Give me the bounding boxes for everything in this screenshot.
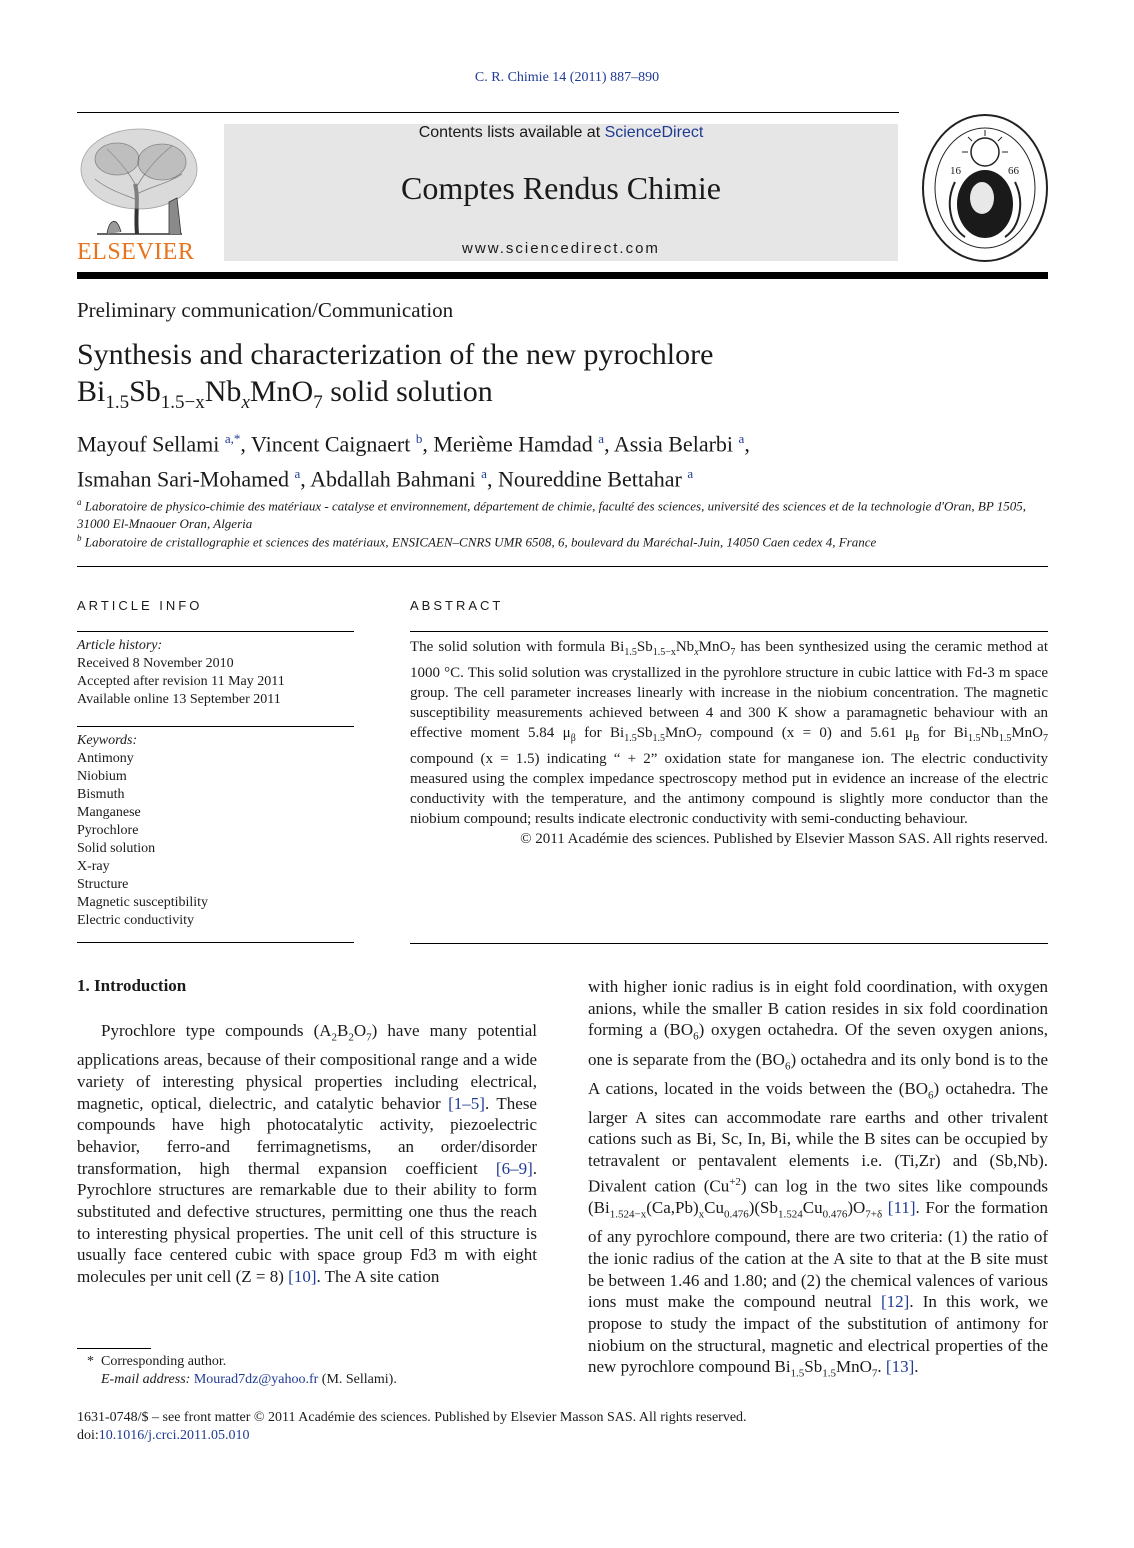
keywords-list xyxy=(77,732,354,930)
header-thick-rule xyxy=(77,272,1048,279)
citation-link[interactable]: [12] xyxy=(881,1292,910,1312)
author-name: Abdallah Bahmani xyxy=(310,466,476,492)
author-name: Mayouf Sellami xyxy=(77,431,220,457)
abstract-bottom-rule xyxy=(410,943,1048,944)
footnote-rule xyxy=(77,1348,151,1349)
doi-line: doi:10.1016/j.crci.2011.05.010 xyxy=(77,1428,250,1443)
keyword-item: Antimony xyxy=(77,751,134,766)
doi-link[interactable]: 10.1016/j.crci.2011.05.010 xyxy=(98,1428,250,1443)
author-affiliation-link[interactable]: a xyxy=(687,466,694,482)
journal-banner xyxy=(224,124,898,261)
keyword-item: Magnetic susceptibility xyxy=(77,895,209,910)
introduction-heading: 1. Introduction xyxy=(77,976,187,995)
author-affiliation-link[interactable]: a xyxy=(598,431,605,446)
issn-line: 1631-0748/$ – see front matter © 2011 Académie des sciences. Published by Elsevier Masson SAS. All rights reserved. xyxy=(77,1410,747,1425)
contents-line xyxy=(224,124,898,142)
author-line-2: Ismahan Sari-Mohamed $^a$, Abdallah Bahmani $^a$, Noureddine Bettahar $^a$ xyxy=(77,466,694,492)
keyword-item: Bismuth xyxy=(77,787,125,802)
author-name: Ismahan Sari-Mohamed xyxy=(77,466,289,492)
citation-link[interactable]: [6–9] xyxy=(495,1158,533,1178)
corresponding-author-note: * Corresponding author. xyxy=(87,1354,227,1369)
received-date: Received 8 November 2010 xyxy=(77,656,234,671)
author-affiliation-link[interactable]: b xyxy=(415,431,423,446)
article-info-bottom-rule xyxy=(77,942,354,943)
title-line-2: $Bi_{1.5}Sb_{1.5-x}Nb_xMnO_7$ solid solution xyxy=(77,375,493,413)
svg-text:66: 66 xyxy=(1008,165,1019,177)
affiliation-b: $^b$ Laboratoire de cristallographie et sciences des matériaux, ENSICAEN–CNRS UMR 6508, 6, boulevard du Maréchal-Juin, 14050 Caen cedex 4, France xyxy=(77,533,877,550)
title-line-1: Synthesis and characterization of the new pyrochlore xyxy=(77,338,714,371)
keyword-item: Electric conductivity xyxy=(77,913,195,928)
author-name: Assia Belarbi xyxy=(613,431,734,457)
keyword-item: Structure xyxy=(77,877,129,892)
article-history-label: Article history: xyxy=(77,638,163,653)
author-name: Noureddine Bettahar xyxy=(497,466,682,492)
author-line-1: Mayouf Sellami $^{a,*}$, Vincent Caignaert $^b$, Merième Hamdad $^a$, Assia Belarbi $^a$, xyxy=(77,431,750,457)
article-info-heading: ARTICLE INFO xyxy=(77,598,203,613)
citation-link[interactable]: [10] xyxy=(288,1267,317,1287)
email-note: E-mail address: Mourad7dz@yahoo.fr (M. Sellami). xyxy=(101,1372,397,1387)
svg-text:16: 16 xyxy=(950,165,961,177)
academie-seal-logo xyxy=(920,112,1050,264)
intro-left-column: Pyrochlore type compounds $(A_2B_2O_7)$ have many potential applications areas, because of their compositional range and a wide variety of interesting physical properties including electrical, magnetic, optical, dielectric, and catalytic behavior [1–5]. These compounds have high photocatalytic activity, piezoelectric behavior, ferro-and ferrimagnetisms, an order/disorder transformation, high thermal expansion coefficient [6–9]. Pyrochlore structures are remarkable due to their ability to form substituted and defective structures, permitting one thus the reach to interesting physical properties. The unit cell of this structure is usually face centered cubic with space group Fd3 m with eight molecules per unit cell (Z = 8) [10]. The A site cation xyxy=(77,1021,537,1287)
journal-reference-link[interactable]: C. R. Chimie 14 (2011) 887–890 xyxy=(474,70,660,85)
keywords-rule xyxy=(77,726,354,727)
header-rule xyxy=(77,112,899,113)
author-affiliation-link[interactable]: a,* xyxy=(224,431,241,446)
abstract-heading: ABSTRACT xyxy=(410,598,504,613)
sciencedirect-link[interactable]: ScienceDirect xyxy=(604,124,704,141)
citation-link[interactable]: [1–5] xyxy=(448,1093,485,1113)
abstract-rule xyxy=(410,631,1048,632)
intro-right-column: with higher ionic radius is in eight fold coordination, with oxygen anions, while the smaller B cation resides in six fold coordination forming a $(BO_6)$ oxygen octahedra. Of the seven oxygen anions, one is separate from the $(BO_6)$ octahedra and its only bond is to the A cations, located in the voids between the $(BO_6)$ octahedra. The larger A sites can accommodate rare earths and other trivalent cations such as Bi, Sc, In, Bi, while the B sites can be occupied by tetravalent or pentavalent elements i.e. (Ti,Zr) and (Sb,Nb). Divalent cation $(Cu^{+2})$ can log in the two sites like compounds $(Bi_{1.524-x}(Ca,Pb)_xCu_{0.476})(Sb_{1.524}Cu_{0.476})O_{7+\delta}$ [11]. For the formation of any pyrochlore compound, there are two criteria: (1) the ratio of the ionic radius of the cation at the A site to that at the B site must be between 1.46 and 1.80; and (2) the chemical valences of various ions must make the compound neutral [12]. In this work, we propose to study the impact of the substitution of antimony for niobium on the structural, magnetic and electrical properties of the new pyrochlore compound $Bi_{1.5}Sb_{1.5}MnO_7$. [13]. xyxy=(588,977,1049,1380)
accepted-date: Accepted after revision 11 May 2011 xyxy=(77,674,285,689)
journal-url[interactable]: www.sciencedirect.com xyxy=(462,240,660,257)
article-info-rule xyxy=(77,631,354,632)
keyword-item: Manganese xyxy=(77,805,141,820)
abstract-copyright: © 2011 Académie des sciences. Published by Elsevier Masson SAS. All rights reserved. xyxy=(520,831,1048,847)
author-affiliation-link[interactable]: a xyxy=(481,466,487,482)
author-name: Merième Hamdad xyxy=(433,431,593,457)
author-name: Vincent Caignaert xyxy=(251,431,411,457)
keyword-item: X-ray xyxy=(77,859,110,874)
contents-prefix: Contents lists available at xyxy=(418,124,605,141)
affiliation-a: $^a$ Laboratoire de physico-chimie des matériaux - catalyse et environnement, département de chimie, faculté des sciences, université des sciences et de la technologie d'Oran, BP 1505, 31000 El-Mnaouer Oran, Algeria xyxy=(77,497,1027,532)
article-title xyxy=(77,336,977,421)
keyword-item: Niobium xyxy=(77,769,127,784)
author-list xyxy=(77,424,1048,495)
article-history xyxy=(77,637,354,709)
elsevier-wordmark: ELSEVIER xyxy=(77,239,195,265)
keyword-item: Pyrochlore xyxy=(77,823,139,838)
citation-link[interactable]: [11] xyxy=(887,1198,916,1218)
article-type: Preliminary communication/Communication xyxy=(77,298,454,322)
online-date: Available online 13 September 2011 xyxy=(77,692,281,707)
journal-name: Comptes Rendus Chimie xyxy=(401,170,721,206)
author-affiliation-link[interactable]: a xyxy=(294,466,301,482)
journal-reference[interactable] xyxy=(0,70,1134,86)
keyword-item: Solid solution xyxy=(77,841,156,856)
citation-link[interactable]: [13] xyxy=(885,1357,915,1377)
section-rule xyxy=(77,566,1048,567)
email-link[interactable]: Mourad7dz@yahoo.fr xyxy=(193,1372,319,1387)
author-affiliation-link[interactable]: a xyxy=(738,431,745,446)
abstract-text: The solid solution with formula $Bi_{1.5}Sb_{1.5-x}Nb_xMnO_7$ has been synthesized using the ceramic method at 1000 °C. This solid solution was crystallized in the pyrohlore structure in cubic lattice with Fd-3 m space group. The cell parameter increases linearly with increase in the niobium concentration. The magnetic susceptibility measurements achieved between 4 and 300 K show a paramagnetic behaviour with an effective moment 5.84 $\mu_\beta$ for $Bi_{1.5}Sb_{1.5}MnO_7$ compound (x = 0) and 5.61 $\mu_B$ for $Bi_{1.5}Nb_{1.5}MnO_7$ compound (x = 1.5) indicating “ + 2” oxidation state for manganese ion. The electric conductivity measured using the complex impedance spectroscopy method put in evidence an increase of the electric conductivity with the temperature, and the antimony compound is slightly more conductor than the niobium compound; results indicate electronic conductivity with semi-conducting behaviour. © 2011 Académie des sciences. Published by Elsevier Masson SAS. All rights reserved. xyxy=(410,639,1049,847)
keywords-label: Keywords: xyxy=(77,733,138,748)
